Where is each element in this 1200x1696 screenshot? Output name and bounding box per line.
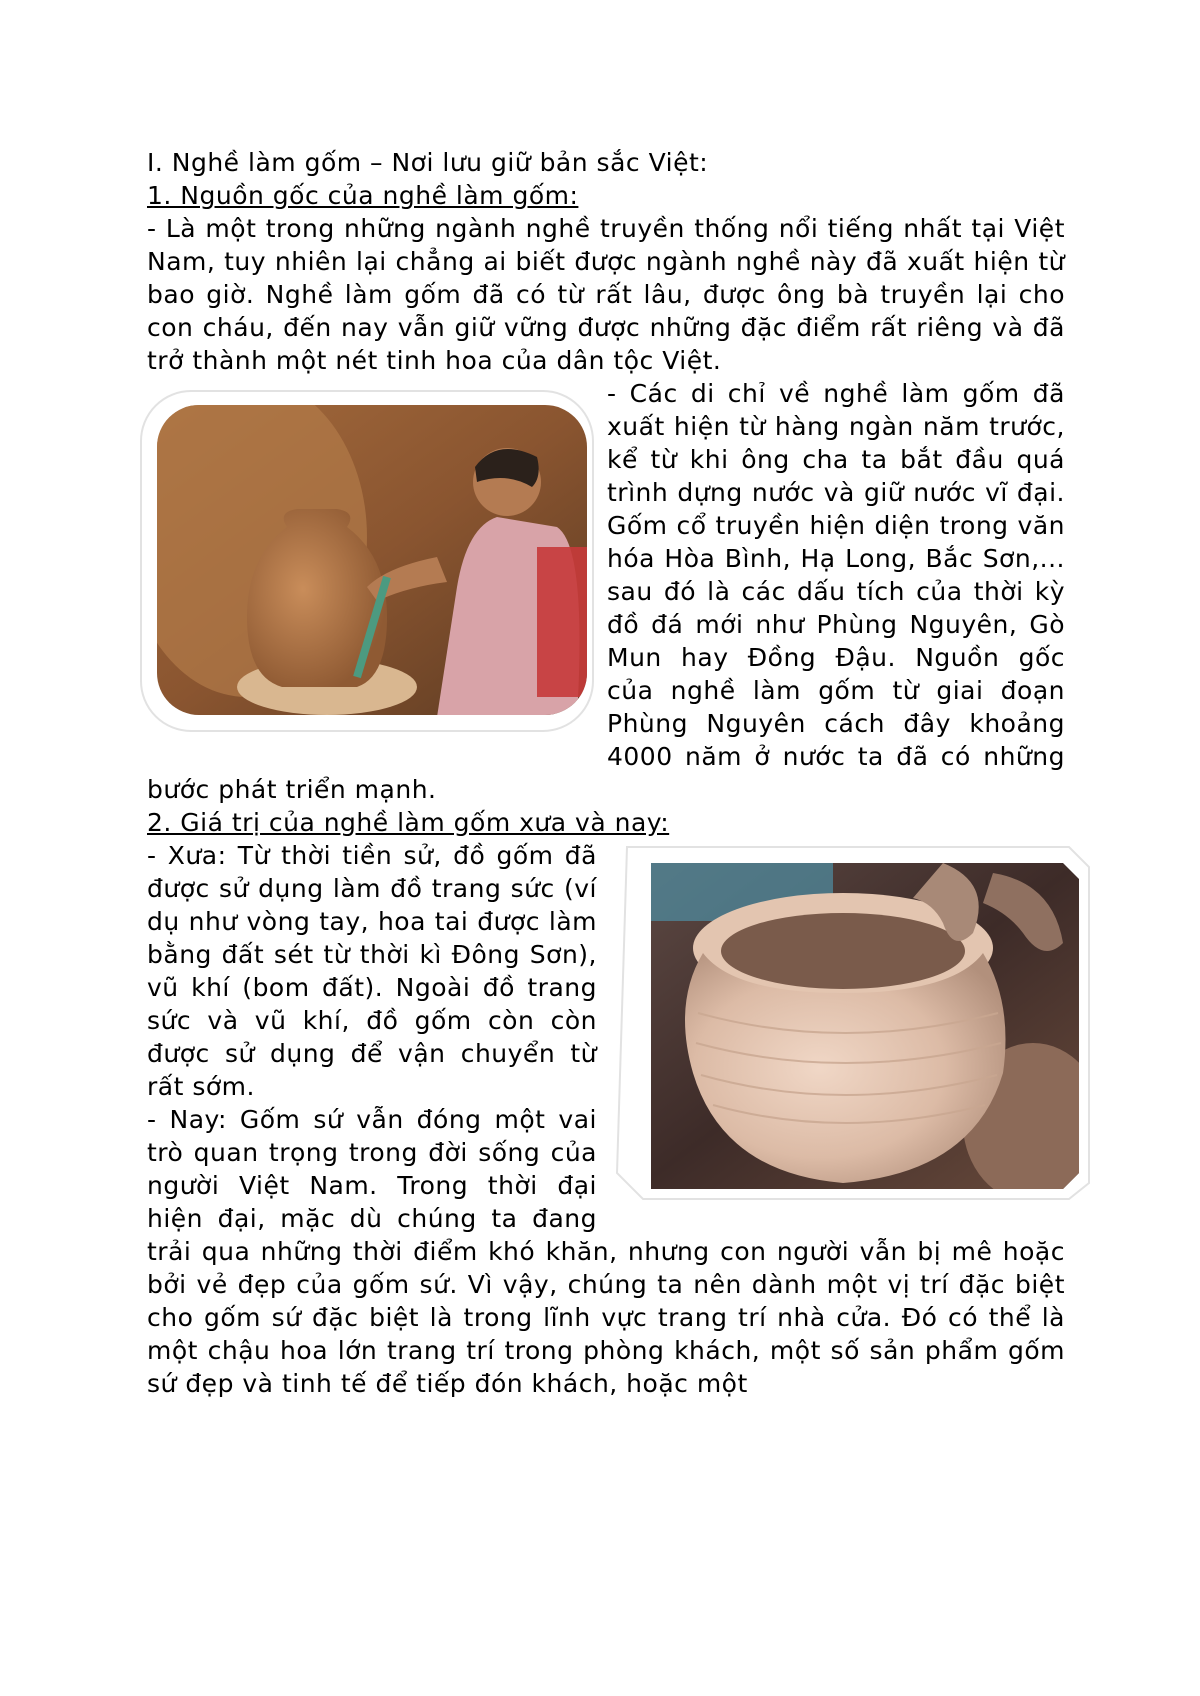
document-body: [147, 146, 1065, 1400]
hands-on-pottery-wheel-photo: [613, 843, 1093, 1203]
potter-shaping-vase-photo: [137, 387, 597, 747]
section-title: I. Nghề làm gốm – Nơi lưu giữ bản sắc Việt:: [147, 148, 709, 177]
subsection-title-value: 2. Giá trị của nghề làm gốm xưa và nay:: [147, 808, 670, 837]
paragraph-origin-intro: - Là một trong những ngành nghề truyền thống nổi tiếng nhất tại Việt Nam, tuy nhiên lại chẳng ai biết được ngành nghề này đã xuất hiện từ bao giờ. Nghề làm gốm đã có từ rất lâu, được ông bà truyền lại cho con cháu, đến nay vẫn giữ vững được những đặc điểm rất riêng và đã trở thành một nét tinh hoa của dân tộc Việt.: [147, 214, 1065, 375]
paragraph-present-value: - Nay: Gốm sứ vẫn đóng một vai trò quan trọng trong đời sống của người Việt Nam. Trong thời đại hiện đại, mặc dù chúng ta đang trải qua những thời điểm khó khăn, nhưng con người vẫn bị mê hoặc bởi vẻ đẹp của gốm sứ. Vì vậy, chúng ta nên dành một vị trí đặc biệt cho gốm sứ đặc biệt là trong lĩnh vực trang trí nhà cửa. Đó có thể là một chậu hoa lớn trang trí trong phòng khách, một số sản phẩm gốm sứ đẹp và tinh tế để tiếp đón khách, hoặc một: [147, 1105, 1065, 1398]
paragraph-past-value: - Xưa: Từ thời tiền sử, đồ gốm đã được sử dụng làm đồ trang sức (ví dụ như vòng tay, hoa tai được làm bằng đất sét từ thời kì Đông Sơn), vũ khí (bom đất). Ngoài đồ trang sức và vũ khí, đồ gốm còn còn được sử dụng để vận chuyển từ rất sớm.: [147, 841, 597, 1101]
paragraph-ancient-sites: - Các di chỉ về nghề làm gốm đã xuất hiện từ hàng ngàn năm trước, kể từ khi ông cha ta bắt đầu quá trình dựng nước và giữ nước vĩ đại. Gốm cổ truyền hiện diện trong văn hóa Hòa Bình, Hạ Long, Bắc Sơn,... sau đó là các dấu tích của thời kỳ đồ đá mới như Phùng Nguyên, Gò Mun hay Đồng Đậu. Nguồn gốc của nghề làm gốm từ giai đoạn Phùng Nguyên cách đây khoảng 4000 năm ở nước ta đã có những bước phát triển mạnh.: [147, 379, 1065, 804]
subsection-title-origin: 1. Nguồn gốc của nghề làm gốm:: [147, 181, 579, 210]
